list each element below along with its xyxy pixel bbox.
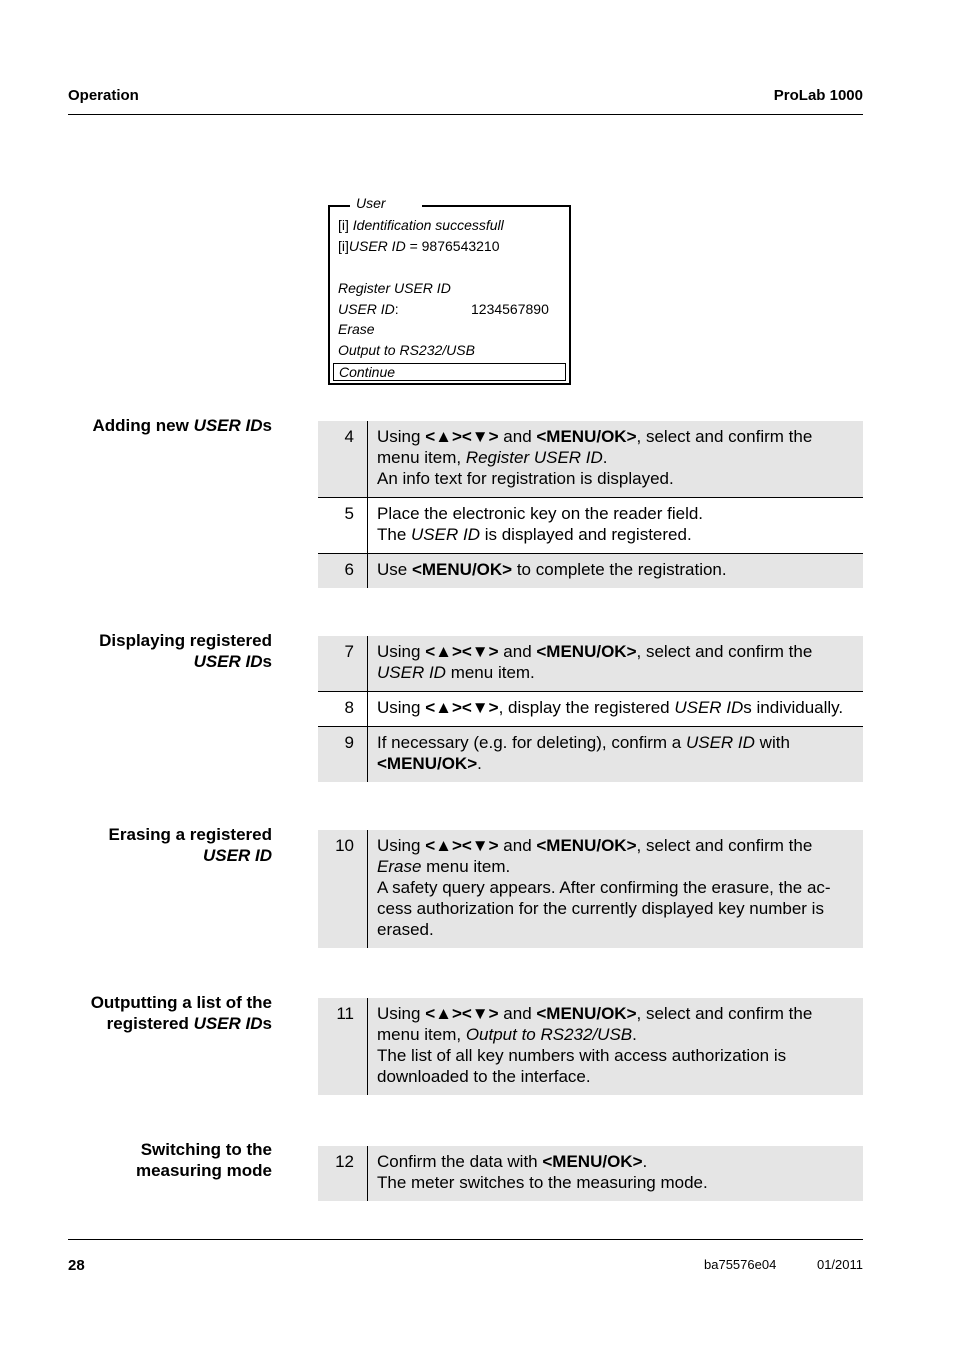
- display-title: User: [350, 195, 422, 211]
- step-number: 6: [318, 554, 368, 589]
- header-section: Operation: [68, 87, 139, 104]
- section-label-switching: Switching to the measuring mode: [135, 1140, 272, 1180]
- step-text: Using <▲><▼> and <MENU/OK>, select and confirm the menu item, Output to RS232/USB. The list of all key numbers with access authorization is downloaded to the interface.: [368, 998, 864, 1095]
- document-id: ba75576e04: [704, 1257, 777, 1272]
- step-number: 5: [318, 498, 368, 554]
- header-product: ProLab 1000: [773, 87, 863, 104]
- step-row: [318, 554, 863, 589]
- step-text: If necessary (e.g. for deleting), confirm a USER ID with <MENU/OK>.: [368, 727, 864, 783]
- step-row: [318, 727, 863, 783]
- step-row: [318, 998, 863, 1095]
- menu-item-register[interactable]: Register USER ID: [338, 280, 451, 296]
- step-number: 11: [318, 998, 368, 1095]
- steps-table-erasing: [318, 830, 863, 948]
- step-row: [318, 1146, 863, 1201]
- step-text: Using <▲><▼>, display the registered USER IDs individually.: [368, 692, 864, 727]
- menu-item-continue[interactable]: Continue: [333, 363, 566, 381]
- step-number: 12: [318, 1146, 368, 1201]
- section-label-adding: Adding new USER IDs: [92, 416, 272, 435]
- menu-item-user-id[interactable]: USER ID: 1234567890: [338, 301, 549, 317]
- steps-table-adding: [318, 421, 863, 588]
- display-line-user-id: [i]USER ID = 9876543210: [338, 238, 500, 254]
- menu-item-erase[interactable]: Erase: [338, 321, 375, 337]
- header-rule: [68, 114, 863, 115]
- step-number: 10: [318, 830, 368, 948]
- step-text: Using <▲><▼> and <MENU/OK>, select and confirm the USER ID menu item.: [368, 636, 864, 692]
- steps-table-outputting: [318, 998, 863, 1095]
- step-number: 7: [318, 636, 368, 692]
- step-number: 8: [318, 692, 368, 727]
- step-number: 4: [318, 421, 368, 498]
- step-text: Place the electronic key on the reader field. The USER ID is displayed and registered.: [368, 498, 864, 554]
- section-label-outputting: Outputting a list of the registered USER IDs: [90, 993, 272, 1033]
- step-row: [318, 636, 863, 692]
- step-row: [318, 498, 863, 554]
- page-number: 28: [68, 1257, 85, 1274]
- step-row: [318, 421, 863, 498]
- step-text: Using <▲><▼> and <MENU/OK>, select and confirm the Erase menu item. A safety query appears. After confirming the erasure, the ac-cess authorization for the currently displayed key number is erased.: [368, 830, 864, 948]
- step-number: 9: [318, 727, 368, 783]
- menu-user-id-value: 1234567890: [471, 301, 549, 317]
- device-display: [328, 195, 571, 385]
- step-row: [318, 830, 863, 948]
- step-text: Use <MENU/OK> to complete the registration.: [368, 554, 864, 589]
- section-label-erasing: Erasing a registered USER ID: [108, 825, 272, 865]
- document-date: 01/2011: [816, 1257, 863, 1272]
- step-row: [318, 692, 863, 727]
- section-label-displaying: Displaying registered USER IDs: [99, 631, 272, 671]
- step-text: Using <▲><▼> and <MENU/OK>, select and confirm the menu item, Register USER ID. An info text for registration is displayed.: [368, 421, 864, 498]
- footer-rule: [68, 1239, 863, 1240]
- menu-item-output[interactable]: Output to RS232/USB: [338, 342, 475, 358]
- step-text: Confirm the data with <MENU/OK>. The meter switches to the measuring mode.: [368, 1146, 864, 1201]
- display-line-identification: [i] Identification successfull: [338, 217, 504, 233]
- steps-table-displaying: [318, 636, 863, 782]
- steps-table-switching: [318, 1146, 863, 1201]
